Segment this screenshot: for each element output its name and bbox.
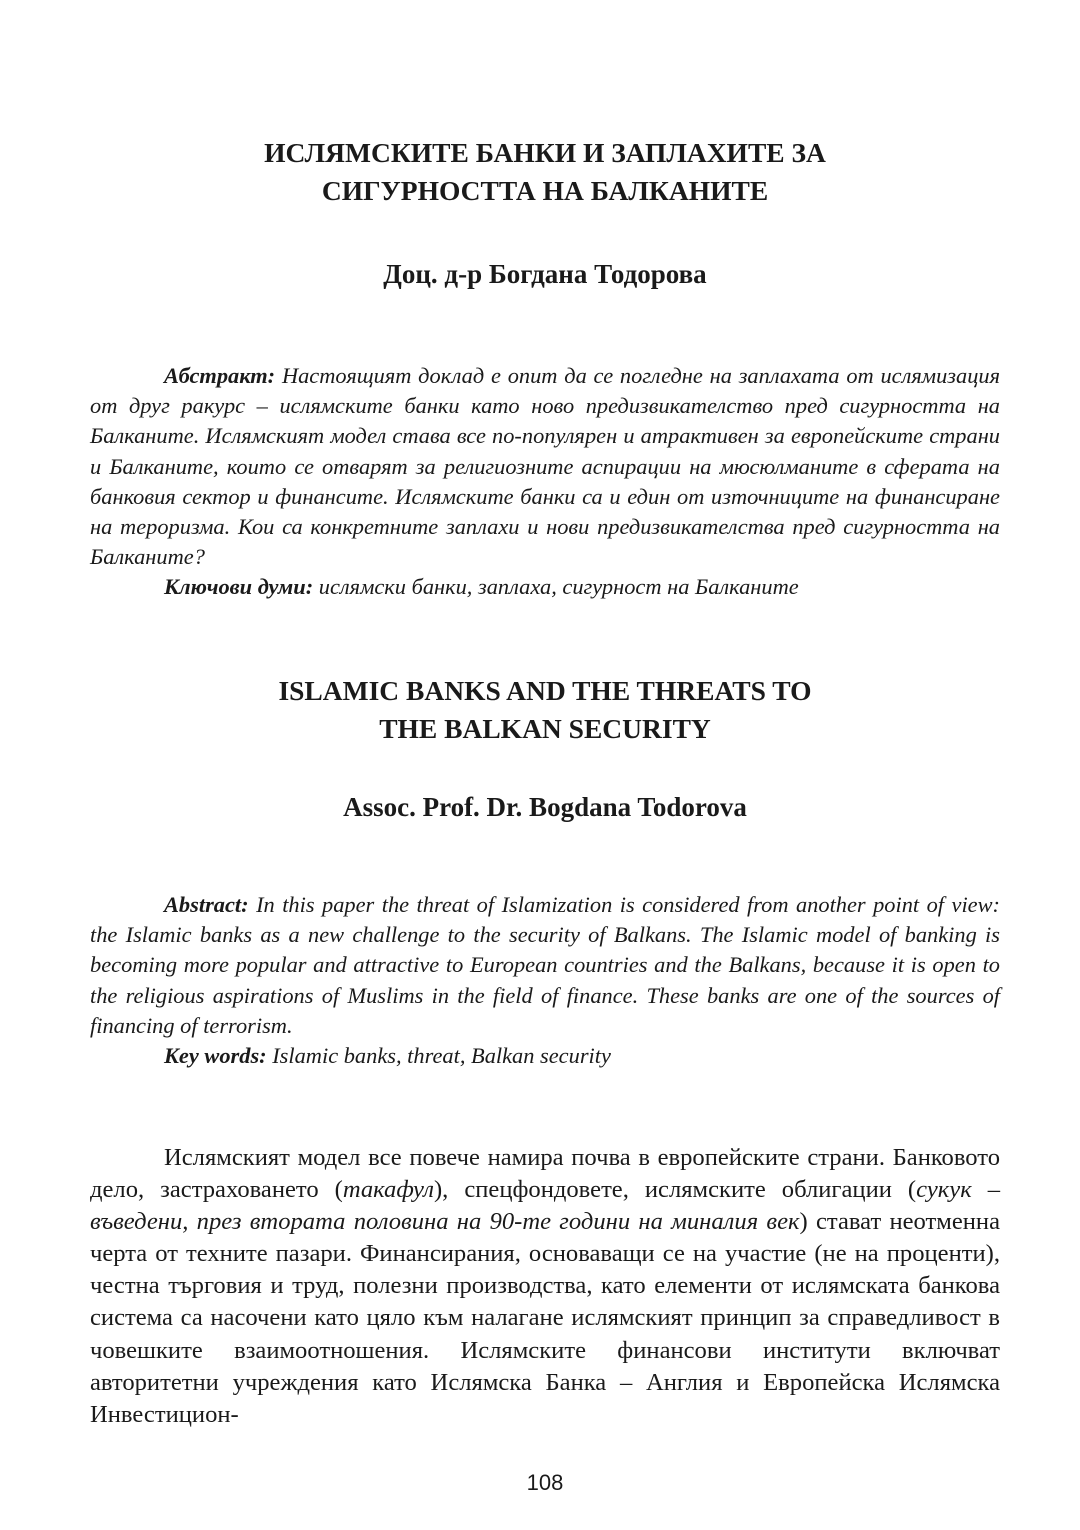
- body-text-part-1: Ислямският модел все повече намира почва в европейските страни. Банковото дело, застраховането (: [90, 1144, 1000, 1204]
- en-title-line-1: ISLAMIC BANKS AND THE THREATS TO: [278, 675, 812, 706]
- en-abstract-label: Abstract:: [164, 892, 249, 917]
- body-term-takaful: такафул: [342, 1176, 434, 1204]
- bg-abstract-label: Абстракт:: [164, 363, 276, 388]
- bg-title-line-1: ИСЛЯМСКИТЕ БАНКИ И ЗАПЛАХИТЕ ЗА: [264, 137, 826, 168]
- bg-title: [90, 134, 1000, 210]
- body-paragraph: [90, 1142, 1000, 1431]
- en-keywords-label: Key words:: [164, 1043, 267, 1069]
- bg-title-line-2: СИГУРНОСТТА НА БАЛКАНИТЕ: [321, 175, 769, 206]
- en-abstract-text: In this paper the threat of Islamization is considered from another point of view: the Islamic banks as a new challenge to the security of Balkans. The Islamic model of banking is becoming more popular and attractive to European countries and the Balkans, because it is open to the religious aspirations of Muslims in the field of finance. These banks are one of the sources of financing of terrorism.: [90, 892, 1000, 1038]
- en-keywords: [90, 1041, 1000, 1071]
- body-term-sukuk: сукук – въведени, през втората половина на 90-те години на миналия век: [90, 1176, 1000, 1236]
- bg-keywords-text: ислямски банки, заплаха, сигурност на Балканите: [313, 574, 799, 600]
- bg-author: Доц. д-р Богдана Тодорова: [383, 259, 707, 289]
- body-text-part-2: ), спецфондовете, ислямските облигации (: [433, 1176, 917, 1204]
- en-author: Assoc. Prof. Dr. Bogdana Todorova: [343, 792, 747, 822]
- en-abstract-paragraph: [90, 890, 1000, 1041]
- bg-abstract-paragraph: [90, 361, 1000, 572]
- en-title-line-2: THE BALKAN SECURITY: [379, 713, 711, 744]
- bg-abstract-text: Настоящият доклад е опит да се погледне на заплахата от ислямизация от друг ракурс – ислямските банки като ново предизвикателство пред сигурността на Балканите. Ислямският модел става все по-популярен и атрактивен за европейските страни и Балканите, които се отварят за религиозните аспирации на мюсюлманите в сферата на банковия сектор и финансите. Ислямските банки са и един от източниците на финансиране на тероризма. Кои са конкретните заплахи и нови предизвикателства пред сигурността на Балканите?: [90, 363, 1000, 570]
- en-abstract: [90, 890, 1000, 1071]
- bg-keywords: [90, 572, 1000, 602]
- bg-keywords-label: Ключови думи:: [164, 574, 314, 600]
- en-keywords-text: Islamic banks, threat, Balkan security: [266, 1043, 611, 1069]
- bg-abstract: [90, 361, 1000, 603]
- en-title: [90, 672, 1000, 748]
- body-text-part-3: ) стават неотменна черта от техните пазари. Финансирания, основаващи се на участие (не на проценти), честна търговия и труд, полезни производства, като елементи от ислямската банкова система са насочени като цяло към налагане ислямският принцип за справедливост в човешките взаимоотношения. Ислямските финансови институти включват авторитетни учреждения като Ислямска Банка – Англия и Европейска Ислямска Инвестицион-: [90, 1208, 1000, 1428]
- page-number: 108: [526, 1470, 564, 1495]
